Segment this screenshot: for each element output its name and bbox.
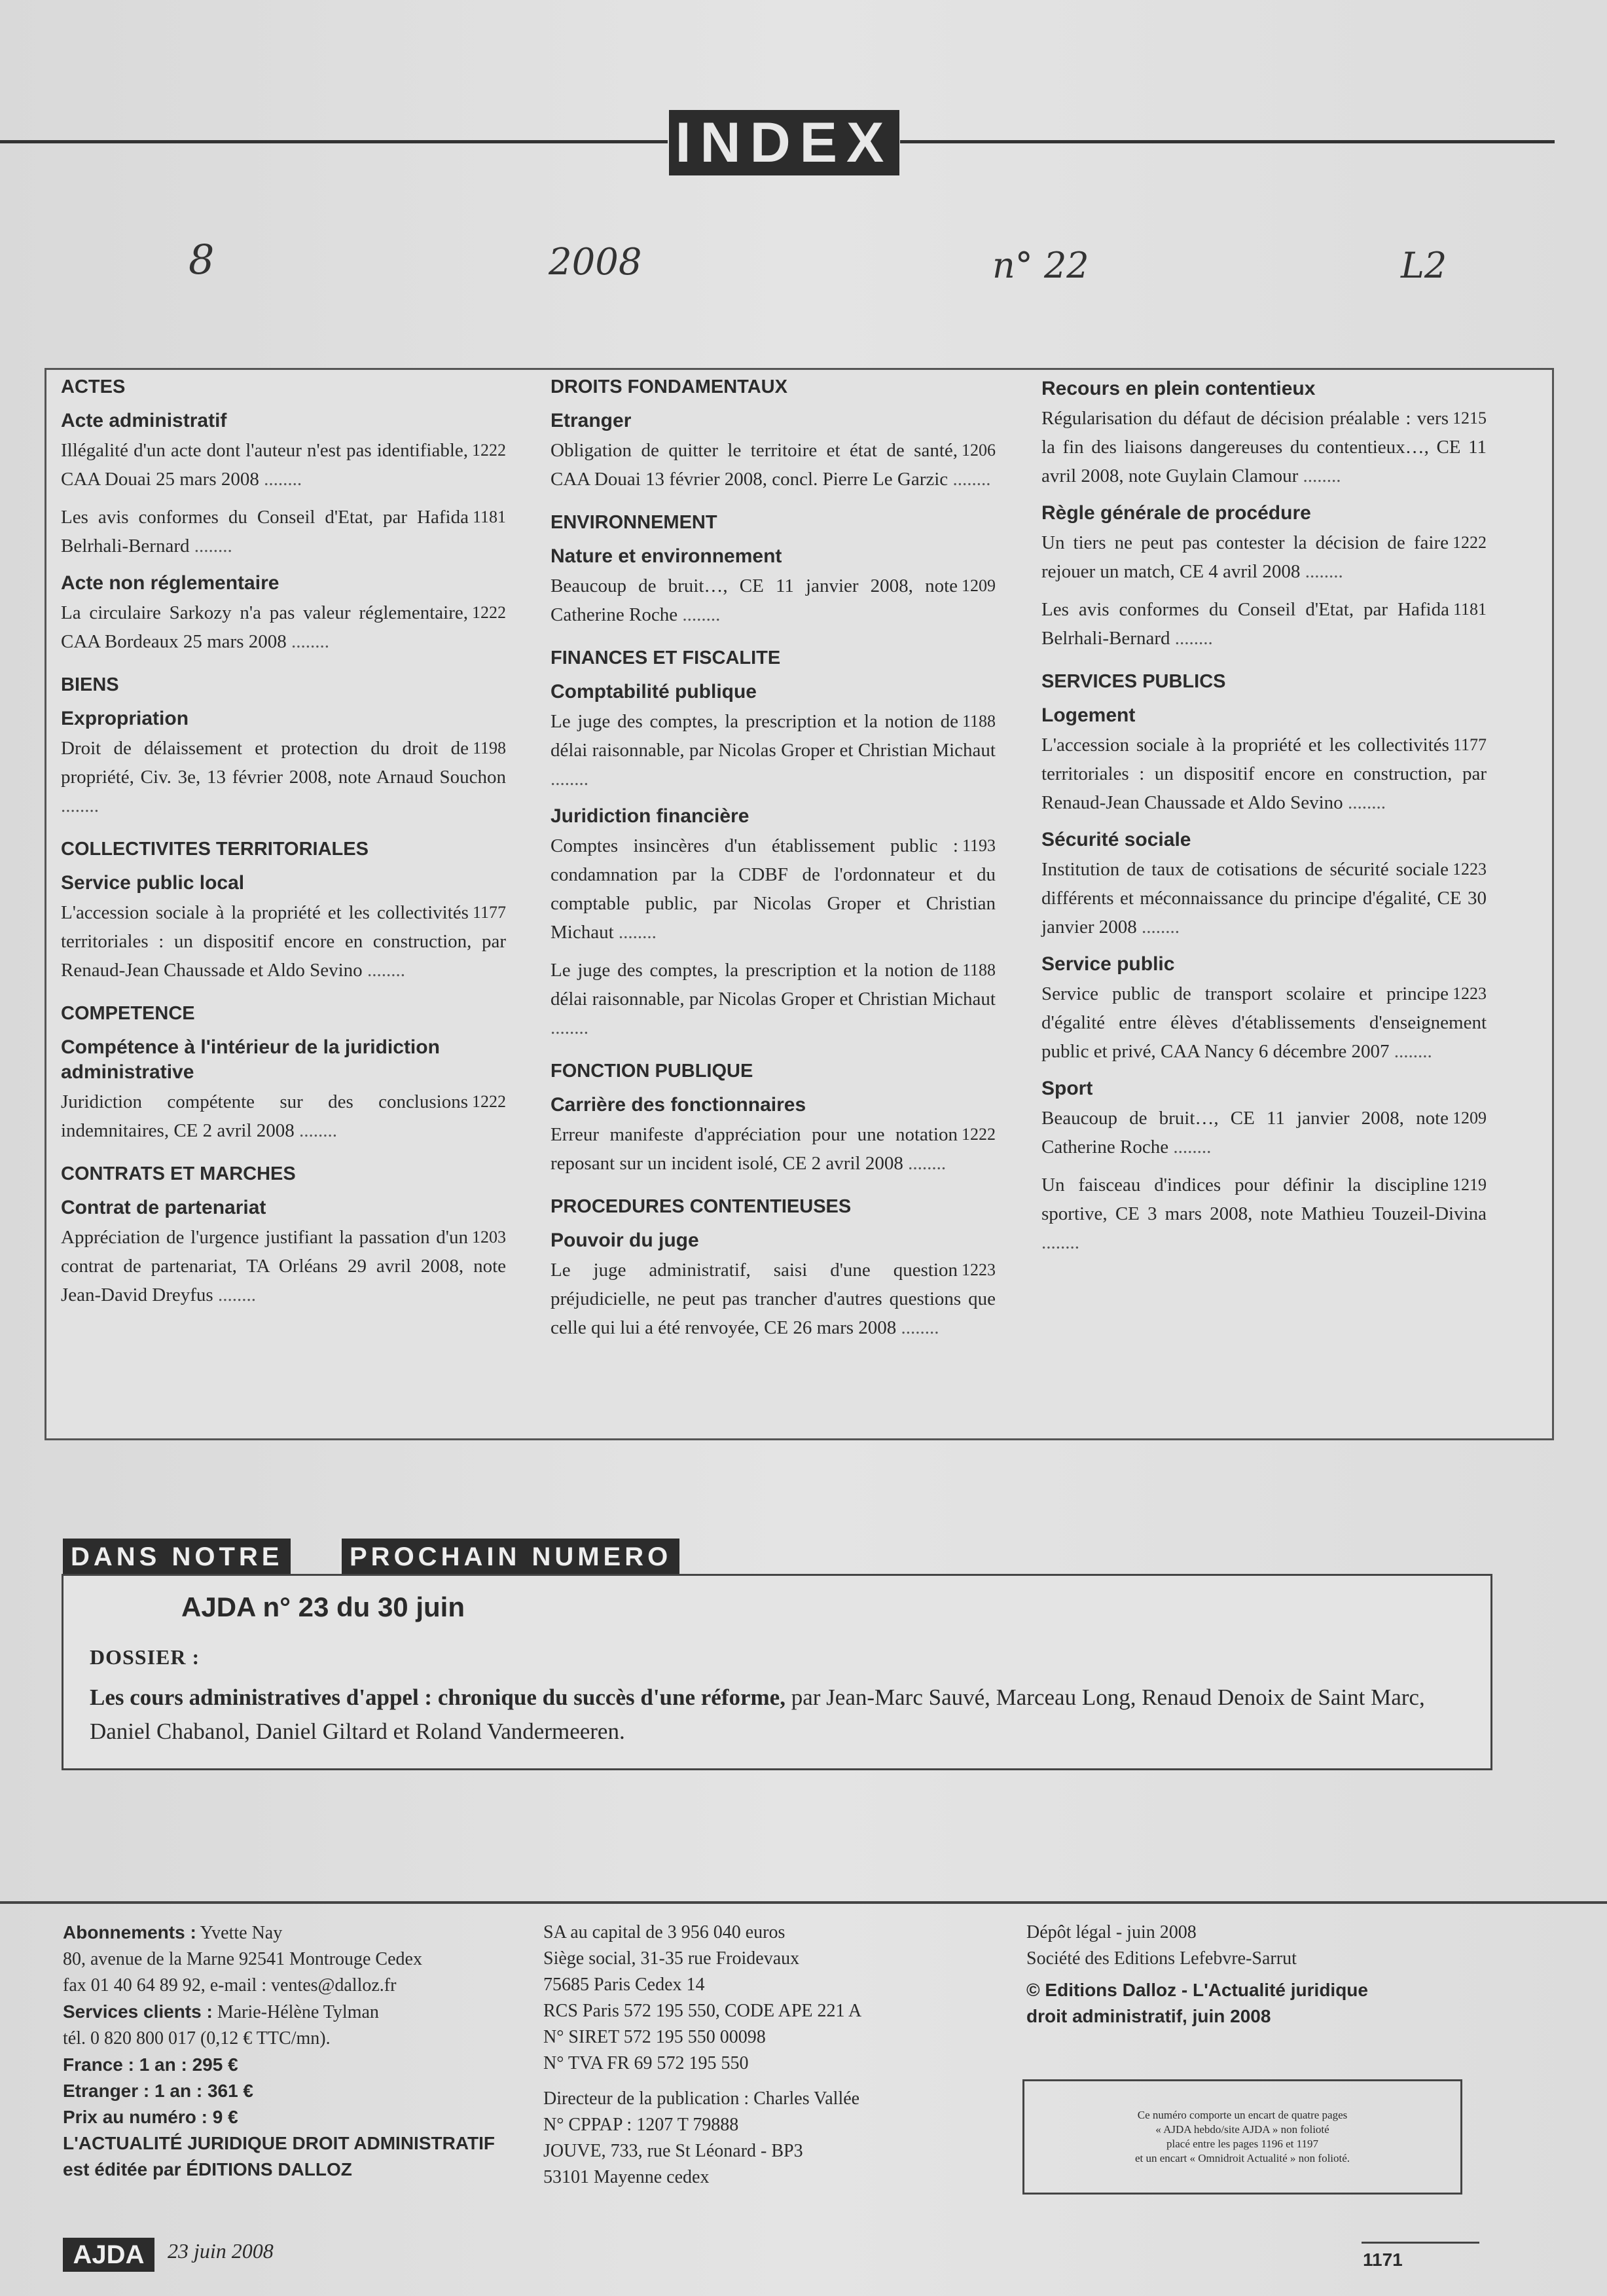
text: Ce numéro comporte un encart de quatre pages — [1137, 2109, 1348, 2121]
index-section-heading: COLLECTIVITES TERRITORIALES — [61, 839, 369, 860]
index-entry-page: 1223 — [962, 1260, 996, 1279]
handwritten-note: n° 22 — [992, 245, 1089, 286]
publisher: est éditée par ÉDITIONS DALLOZ — [63, 2159, 352, 2179]
dossier-label: DOSSIER : — [90, 1645, 200, 1669]
index-section-heading: ACTES — [61, 376, 126, 397]
index-subheading: Service public — [1041, 953, 1175, 975]
leader-dots: ........ — [189, 536, 232, 556]
price: France : 1 an : 295 € — [63, 2054, 238, 2075]
index-entry — [1041, 404, 1487, 490]
index-entry — [61, 436, 506, 494]
text: Directeur de la publication : Charles Vallée — [543, 2088, 860, 2109]
handwritten-note: 2008 — [549, 241, 642, 283]
index-section-heading: FONCTION PUBLIQUE — [551, 1061, 753, 1082]
index-subheading: Sport — [1041, 1078, 1093, 1099]
leader-dots: ........ — [213, 1285, 256, 1305]
index-entry-text: Les avis conformes du Conseil d'Etat, par Hafida Belrhali-Bernard — [1041, 599, 1449, 649]
index-entry-text: L'accession sociale à la propriété et les collectivités territoriales : un dispositif encore en construction, par Renaud-Jean Chaussade et Aldo Sevino — [1041, 735, 1487, 813]
text: RCS Paris 572 195 550, CODE APE 221 A — [543, 2001, 862, 2021]
index-entry — [551, 572, 996, 629]
index-entry — [551, 956, 996, 1042]
index-subheading: Compétence à l'intérieur de la juridiction administrative — [61, 1036, 440, 1083]
index-entry-text: Beaucoup de bruit…, CE 11 janvier 2008, note Catherine Roche — [551, 575, 958, 625]
index-entry-page: 1209 — [1453, 1108, 1487, 1127]
text: Yvette Nay — [196, 1923, 283, 1943]
index-subheading: Règle générale de procédure — [1041, 502, 1311, 524]
index-entry — [1041, 979, 1487, 1066]
text: tél. 0 820 800 017 (0,12 € TTC/mn). — [63, 2028, 331, 2049]
header-rule-left — [0, 140, 668, 143]
leader-dots: ........ — [1389, 1041, 1432, 1062]
index-entry-text: Illégalité d'un acte dont l'auteur n'est pas identifiable, CAA Douai 25 mars 2008 — [61, 440, 468, 490]
index-entry-text: Obligation de quitter le territoire et état de santé, CAA Douai 13 février 2008, concl. Pierre Le Garzic — [551, 440, 958, 490]
index-section-heading: SERVICES PUBLICS — [1041, 671, 1226, 692]
index-entry-page: 1222 — [472, 603, 506, 622]
leader-dots: ........ — [551, 1017, 588, 1038]
index-entry-text: Régularisation du défaut de décision préalable : vers la fin des liaisons dangereuses du contentieux…, CE 11 avril 2008, note Guylain Clamour — [1041, 408, 1487, 486]
index-subheading: Contrat de partenariat — [61, 1197, 266, 1218]
index-entry-page: 1188 — [962, 712, 996, 731]
label: Services clients : — [63, 2001, 213, 2022]
index-entry — [61, 898, 506, 985]
text: Dépôt légal - juin 2008 — [1026, 1922, 1197, 1942]
page-number: 1171 — [1363, 2250, 1403, 2270]
text: placé entre les pages 1196 et 1197 — [1166, 2138, 1318, 2150]
index-entry-page: 1223 — [1453, 984, 1487, 1003]
index-section-heading: COMPETENCE — [61, 1003, 195, 1024]
leader-dots: ........ — [294, 1120, 338, 1141]
text: 53101 Mayenne cedex — [543, 2167, 710, 2187]
index-entry-page: 1206 — [962, 441, 996, 460]
footer-subscriptions — [63, 1920, 534, 2183]
index-entry-text: Beaucoup de bruit…, CE 11 janvier 2008, note Catherine Roche — [1041, 1108, 1449, 1157]
index-entry-text: Institution de taux de cotisations de sécurité sociale différents et méconnaissance du principe d'égalité, CE 30 janvier 2008 — [1041, 859, 1487, 938]
text: fax 01 40 64 89 92, e-mail : ventes@dalloz.fr — [63, 1975, 397, 1995]
leader-dots: ........ — [677, 604, 721, 625]
leader-dots: ........ — [1300, 561, 1343, 582]
price: Prix au numéro : 9 € — [63, 2107, 238, 2127]
copyright: © Editions Dalloz - L'Actualité juridique — [1026, 1980, 1368, 2000]
leader-dots: ........ — [1041, 1232, 1079, 1253]
index-subheading: Juridiction financière — [551, 805, 749, 827]
index-column-1 — [61, 370, 506, 1319]
footer-legal — [1026, 1920, 1498, 2030]
index-entry-text: Comptes insincères d'un établissement public : condamnation par la CDBF de l'ordonnateur et du comptable public, par Nicolas Groper et Christian Michaut — [551, 835, 996, 943]
index-entry-text: Le juge administratif, saisi d'une question préjudicielle, ne peut pas trancher d'autres questions que celle qui lui a été renvoyée, CE 26 mars 2008 — [551, 1260, 996, 1338]
index-entry-text: Un tiers ne peut pas contester la décision de faire rejouer un match, CE 4 avril 2008 — [1041, 532, 1449, 582]
index-entry — [1041, 528, 1487, 586]
footer-rule — [0, 1901, 1607, 1904]
page-number-rule — [1362, 2242, 1479, 2244]
next-issue-box — [62, 1574, 1492, 1770]
index-section-heading: BIENS — [61, 674, 119, 695]
index-entry — [61, 734, 506, 820]
index-entry-page: 1203 — [472, 1228, 506, 1247]
index-entry-text: Les avis conformes du Conseil d'Etat, par Hafida Belrhali-Bernard — [61, 507, 469, 556]
index-entry-text: L'accession sociale à la propriété et les collectivités territoriales : un dispositif encore en construction, par Renaud-Jean Chaussade et Aldo Sevino — [61, 902, 506, 981]
index-subheading: Expropriation — [61, 708, 189, 729]
text: N° TVA FR 69 572 195 550 — [543, 2053, 749, 2073]
index-entry-page: 1198 — [472, 738, 506, 757]
leader-dots: ........ — [1343, 792, 1386, 813]
leader-dots: ........ — [1170, 628, 1213, 649]
header-rule-right — [900, 140, 1555, 143]
index-subheading: Sécurité sociale — [1041, 829, 1191, 850]
dossier-authors: par Jean-Marc Sauvé, Marceau Long, Renaud Denoix de Saint Marc, Daniel Chabanol, Daniel Giltard et Roland Vandermeeren. — [90, 1685, 1425, 1744]
text: N° SIRET 572 195 550 00098 — [543, 2027, 766, 2047]
next-issue-title: AJDA n° 23 du 30 juin — [181, 1592, 465, 1622]
index-entry-page: 1181 — [1453, 600, 1487, 619]
issue-date: 23 juin 2008 — [168, 2239, 274, 2263]
index-entry-page: 1222 — [962, 1125, 996, 1144]
handwritten-note: 8 — [189, 236, 215, 283]
index-subheading: Recours en plein contentieux — [1041, 378, 1316, 399]
index-subheading: Etranger — [551, 410, 632, 431]
index-entry-page: 1209 — [962, 576, 996, 595]
index-subheading: Acte non réglementaire — [61, 572, 280, 594]
text: Siège social, 31-35 rue Froidevaux — [543, 1948, 800, 1969]
index-entry — [61, 503, 506, 560]
index-entry — [61, 598, 506, 656]
leader-dots: ........ — [1136, 917, 1180, 938]
index-title: INDEX — [669, 110, 899, 175]
leader-dots: ........ — [362, 960, 405, 981]
index-entry — [551, 1256, 996, 1342]
index-entry-page: 1219 — [1453, 1175, 1487, 1194]
index-section-heading: FINANCES ET FISCALITE — [551, 647, 781, 668]
leader-dots: ........ — [613, 922, 657, 943]
index-section-heading: DROITS FONDAMENTAUX — [551, 376, 787, 397]
text: JOUVE, 733, rue St Léonard - BP3 — [543, 2141, 803, 2161]
leader-dots: ........ — [1168, 1137, 1212, 1157]
index-entry-page: 1223 — [1453, 860, 1487, 879]
leader-dots: ........ — [286, 631, 329, 652]
index-entry-text: Le juge des comptes, la prescription et la notion de délai raisonnable, par Nicolas Groper et Christian Michaut — [551, 711, 996, 761]
index-entry — [61, 1087, 506, 1145]
copyright: droit administratif, juin 2008 — [1026, 2006, 1271, 2026]
index-entry-text: Droit de délaissement et protection du droit de propriété, Civ. 3e, 13 février 2008, note Arnaud Souchon — [61, 738, 506, 788]
text: N° CPPAP : 1207 T 79888 — [543, 2115, 739, 2135]
text: 75685 Paris Cedex 14 — [543, 1975, 705, 1995]
index-entry — [61, 1223, 506, 1309]
next-issue-tab: PROCHAIN NUMERO — [339, 1539, 679, 1575]
leader-dots: ........ — [551, 769, 588, 790]
index-entry-page: 1222 — [1453, 533, 1487, 552]
index-subheading: Logement — [1041, 704, 1136, 726]
index-entry — [1041, 595, 1487, 653]
index-subheading: Service public local — [61, 872, 245, 894]
publisher: L'ACTUALITÉ JURIDIQUE DROIT ADMINISTRATIF — [63, 2133, 495, 2153]
index-entry-text: La circulaire Sarkozy n'a pas valeur réglementaire, CAA Bordeaux 25 mars 2008 — [61, 602, 468, 652]
index-column-3 — [1041, 370, 1487, 1266]
index-entry — [1041, 1171, 1487, 1257]
index-entry — [1041, 731, 1487, 817]
index-entry-text: Un faisceau d'indices pour définir la discipline sportive, CE 3 mars 2008, note Mathieu Touzeil-Divina — [1041, 1175, 1487, 1224]
index-column-2 — [551, 370, 996, 1351]
index-subheading: Pouvoir du juge — [551, 1230, 699, 1251]
index-entry — [551, 707, 996, 793]
label: Abonnements : — [63, 1922, 196, 1942]
index-section-heading: PROCEDURES CONTENTIEUSES — [551, 1196, 852, 1217]
index-subheading: Comptabilité publique — [551, 681, 757, 702]
leader-dots: ........ — [896, 1317, 939, 1338]
footer-company — [543, 1920, 1002, 2191]
text: 80, avenue de la Marne 92541 Montrouge Cedex — [63, 1949, 422, 1969]
index-entry-page: 1177 — [1453, 735, 1487, 754]
insert-notice — [1022, 2079, 1462, 2195]
leader-dots: ........ — [259, 469, 302, 490]
index-entry-text: Erreur manifeste d'appréciation pour une notation reposant sur un incident isolé, CE 2 avril 2008 — [551, 1124, 958, 1174]
index-entry — [551, 831, 996, 947]
index-entry — [1041, 1104, 1487, 1161]
index-entry-page: 1193 — [962, 836, 996, 855]
index-subheading: Carrière des fonctionnaires — [551, 1094, 806, 1116]
text: Marie-Hélène Tylman — [212, 2002, 379, 2022]
dossier-description — [90, 1681, 1464, 1749]
index-entry — [551, 436, 996, 494]
index-entry — [551, 1120, 996, 1178]
price: Etranger : 1 an : 361 € — [63, 2081, 254, 2101]
index-entry-page: 1215 — [1453, 409, 1487, 428]
next-issue-tab: DANS NOTRE — [63, 1539, 291, 1575]
index-entry-text: Le juge des comptes, la prescription et la notion de délai raisonnable, par Nicolas Groper et Christian Michaut — [551, 960, 996, 1010]
handwritten-note: L2 — [1401, 245, 1447, 286]
index-entry-page: 1177 — [472, 903, 506, 922]
index-entry-page: 1188 — [962, 960, 996, 979]
index-section-heading: ENVIRONNEMENT — [551, 512, 717, 533]
text: SA au capital de 3 956 040 euros — [543, 1922, 785, 1942]
leader-dots: ........ — [948, 469, 991, 490]
index-entry-text: Service public de transport scolaire et principe d'égalité entre élèves d'établissements d'enseignement public et privé, CAA Nancy 6 décembre 2007 — [1041, 983, 1487, 1062]
text: Société des Editions Lefebvre-Sarrut — [1026, 1948, 1297, 1969]
text: « AJDA hebdo/site AJDA » non folioté — [1155, 2123, 1329, 2136]
dossier-title: Les cours administratives d'appel : chronique du succès d'une réforme, — [90, 1685, 785, 1710]
index-entry — [1041, 855, 1487, 941]
text: et un encart « Omnidroit Actualité » non folioté. — [1134, 2152, 1350, 2164]
index-entry-page: 1222 — [472, 1092, 506, 1111]
index-subheading: Nature et environnement — [551, 545, 782, 567]
leader-dots: ........ — [903, 1153, 947, 1174]
leader-dots: ........ — [61, 795, 99, 816]
index-subheading: Acte administratif — [61, 410, 227, 431]
index-entry-page: 1222 — [472, 441, 506, 460]
index-entry-text: Appréciation de l'urgence justifiant la passation d'un contrat de partenariat, TA Orléans 29 avril 2008, note Jean-David Dreyfus — [61, 1227, 506, 1305]
index-entry-page: 1181 — [472, 507, 506, 526]
index-box — [45, 368, 1554, 1440]
leader-dots: ........ — [1298, 465, 1341, 486]
index-entry-text: Juridiction compétente sur des conclusions indemnitaires, CE 2 avril 2008 — [61, 1091, 468, 1141]
index-section-heading: CONTRATS ET MARCHES — [61, 1163, 296, 1184]
ajda-logo: AJDA — [63, 2238, 154, 2272]
